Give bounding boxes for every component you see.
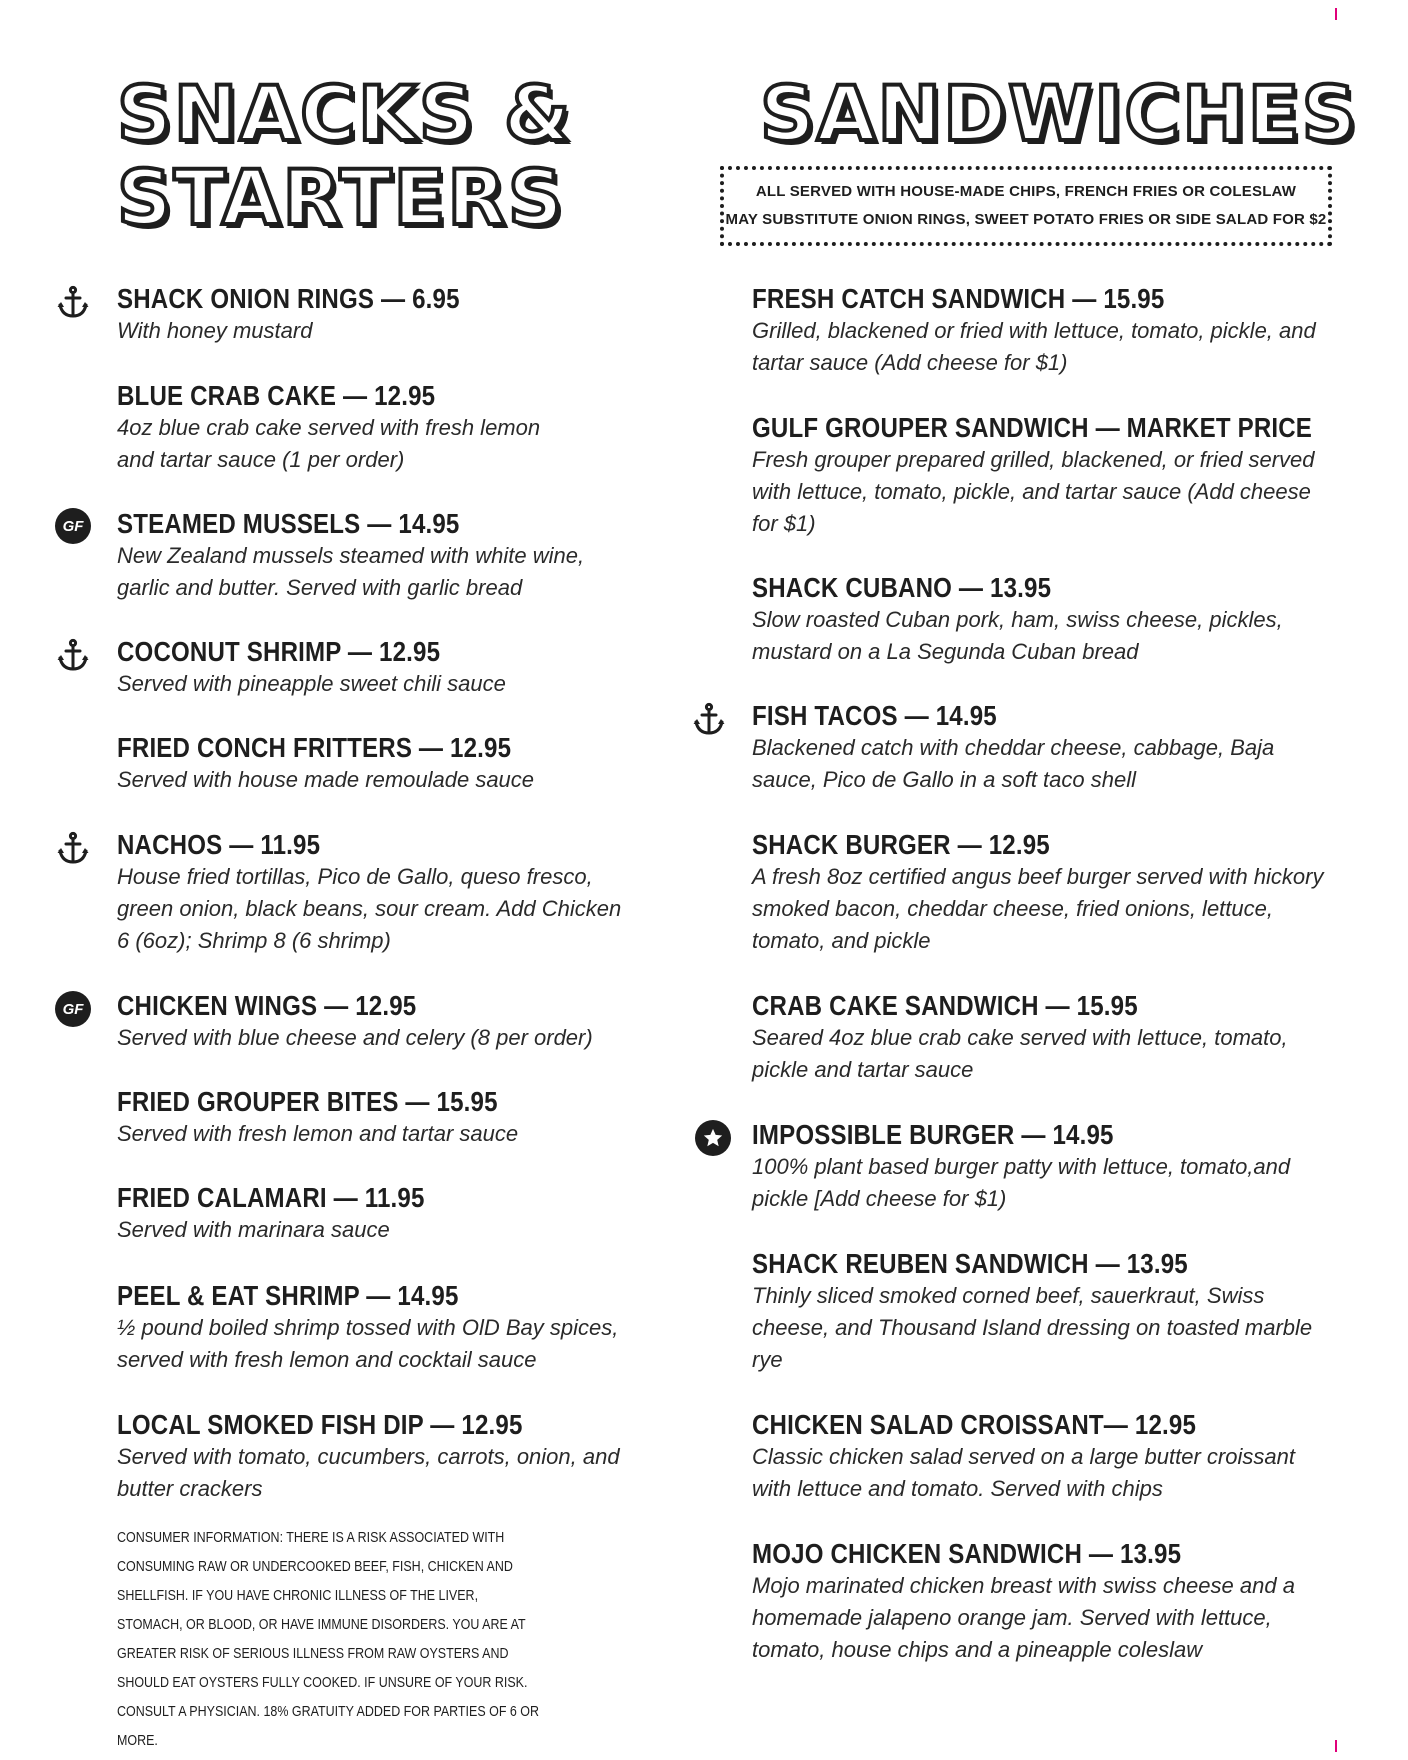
item-name: FISH TACOS — 14.95 <box>752 700 997 731</box>
item-name: CHICKEN WINGS — 12.95 <box>117 990 417 1021</box>
list-item <box>117 1183 637 1246</box>
item-name: BLUE CRAB CAKE — 12.95 <box>117 380 436 411</box>
list-item <box>117 991 637 1054</box>
item-description: Served with marinara sauce <box>117 1217 390 1242</box>
star-badge <box>695 1120 731 1156</box>
item-name: SHACK BURGER — 12.95 <box>752 829 1050 860</box>
list-item <box>752 701 1342 796</box>
item-description: With honey mustard <box>117 318 313 343</box>
sides-notice-box <box>720 166 1332 246</box>
list-item <box>117 1281 637 1376</box>
list-item <box>752 991 1342 1086</box>
list-item <box>117 830 637 957</box>
gluten-free-icon <box>55 991 91 1027</box>
list-item <box>752 1539 1342 1666</box>
item-description: ½ pound boiled shrimp tossed with OlD Bay spices, served with fresh lemon and cocktail sauce <box>117 1315 619 1372</box>
item-description: Classic chicken salad served on a large butter croissant with lettuce and tomato. Served with chips <box>752 1444 1295 1501</box>
sides-notice-line2: MAY SUBSTITUTE ONION RINGS, SWEET POTATO FRIES OR SIDE SALAD FOR $2 <box>725 211 1327 228</box>
crop-mark-top <box>1335 8 1337 20</box>
list-item <box>117 1410 637 1505</box>
gluten-free-badge-text: GF <box>55 508 91 544</box>
item-name: LOCAL SMOKED FISH DIP — 12.95 <box>117 1409 523 1440</box>
list-item <box>117 637 637 700</box>
item-name: PEEL & EAT SHRIMP — 14.95 <box>117 1280 459 1311</box>
item-description: Slow roasted Cuban pork, ham, swiss cheese, pickles, mustard on a La Segunda Cuban bread <box>752 607 1283 664</box>
list-item <box>752 284 1342 379</box>
item-name: CHICKEN SALAD CROISSANT— 12.95 <box>752 1409 1197 1440</box>
item-description: Grilled, blackened or fried with lettuce, tomato, pickle, and tartar sauce (Add cheese for $1) <box>752 318 1316 375</box>
item-description: Fresh grouper prepared grilled, blackened, or fried served with lettuce, tomato, pickle, and tartar sauce (Add cheese for $1) <box>752 447 1315 536</box>
item-name: FRESH CATCH SANDWICH — 15.95 <box>752 283 1165 314</box>
item-name: SHACK CUBANO — 13.95 <box>752 572 1052 603</box>
list-item <box>752 573 1342 668</box>
item-description: Served with blue cheese and celery (8 per order) <box>117 1025 593 1050</box>
item-description: A fresh 8oz certified angus beef burger served with hickory smoked bacon, cheddar cheese, fried onions, lettuce, tomato, and pickle <box>752 864 1324 953</box>
list-item <box>752 1410 1342 1505</box>
sides-notice-line1: ALL SERVED WITH HOUSE-MADE CHIPS, FRENCH FRIES OR COLESLAW <box>755 183 1297 200</box>
item-description: 4oz blue crab cake served with fresh lemon and tartar sauce (1 per order) <box>117 415 541 472</box>
list-item <box>117 381 637 476</box>
consumer-information: CONSUMER INFORMATION: THERE IS A RISK ASSOCIATED WITH CONSUMING RAW OR UNDERCOOKED BEEF, FISH, CHICKEN AND SHELLFISH. IF YOU HAVE CHRONIC ILLNESS OF THE LIVER, STOMACH, OR BLOOD, OR HAVE IMMUNE DISORDERS. YOU ARE AT GREATER RISK OF SERIOUS ILLNESS FROM RAW OYSTERS AND SHOULD EAT OYSTERS FULLY COOKED. IF UNSURE OF YOUR RISK. CONSULT A PHYSICIAN. 18% GRATUITY ADDED FOR PARTIES OF 6 OR MORE. <box>117 1530 540 1749</box>
crop-mark-bottom <box>1335 1740 1337 1752</box>
item-name: IMPOSSIBLE BURGER — 14.95 <box>752 1119 1114 1150</box>
gluten-free-icon <box>55 508 91 544</box>
item-name: STEAMED MUSSELS — 14.95 <box>117 508 460 539</box>
snacks-title <box>117 69 573 242</box>
list-item <box>117 284 637 347</box>
item-description: House fried tortillas, Pico de Gallo, queso fresco, green onion, black beans, sour cream. Add Chicken 6 (6oz); Shrimp 8 (6 shrimp) <box>117 864 622 953</box>
list-item <box>117 1087 637 1150</box>
item-description: 100% plant based burger patty with lettuce, tomato,and pickle [Add cheese for $1) <box>752 1154 1291 1211</box>
snacks-title-line2: STARTERS <box>117 153 565 242</box>
list-item <box>752 413 1342 540</box>
item-description: Seared 4oz blue crab cake served with lettuce, tomato, pickle and tartar sauce <box>752 1025 1288 1082</box>
item-description: Mojo marinated chicken breast with swiss cheese and a homemade jalapeno orange jam. Served with lettuce, tomato, house chips and a pineapple coleslaw <box>752 1573 1295 1662</box>
item-name: FRIED CONCH FRITTERS — 12.95 <box>117 732 512 763</box>
item-description: New Zealand mussels steamed with white wine, garlic and butter. Served with garlic bread <box>117 543 585 600</box>
item-name: MOJO CHICKEN SANDWICH — 13.95 <box>752 1538 1182 1569</box>
item-description: Thinly sliced smoked corned beef, sauerkraut, Swiss cheese, and Thousand Island dressing on toasted marble rye <box>752 1283 1313 1372</box>
item-description: Served with tomato, cucumbers, carrots, onion, and butter crackers <box>117 1444 620 1501</box>
item-description: Blackened catch with cheddar cheese, cabbage, Baja sauce, Pico de Gallo in a soft taco shell <box>752 735 1275 792</box>
gluten-free-badge-text: GF <box>55 991 91 1027</box>
item-name: SHACK ONION RINGS — 6.95 <box>117 283 460 314</box>
list-item <box>117 509 637 604</box>
list-item <box>752 830 1342 957</box>
item-name: GULF GROUPER SANDWICH — MARKET PRICE <box>752 412 1313 443</box>
item-name: FRIED CALAMARI — 11.95 <box>117 1182 425 1213</box>
anchor-icon <box>55 830 91 866</box>
item-name: FRIED GROUPER BITES — 15.95 <box>117 1086 498 1117</box>
item-description: Served with pineapple sweet chili sauce <box>117 671 506 696</box>
item-description: Served with house made remoulade sauce <box>117 767 535 792</box>
list-item <box>752 1120 1342 1215</box>
snacks-title-line1: SNACKS & <box>117 69 573 158</box>
anchor-icon <box>55 284 91 320</box>
item-description: Served with fresh lemon and tartar sauce <box>117 1121 519 1146</box>
sandwiches-title: SANDWICHES <box>760 69 1359 158</box>
anchor-icon <box>55 637 91 673</box>
star-icon <box>695 1120 731 1156</box>
list-item <box>117 733 637 796</box>
item-name: COCONUT SHRIMP — 12.95 <box>117 636 441 667</box>
item-name: CRAB CAKE SANDWICH — 15.95 <box>752 990 1138 1021</box>
list-item <box>752 1249 1342 1376</box>
anchor-icon <box>691 701 727 737</box>
item-name: SHACK REUBEN SANDWICH — 13.95 <box>752 1248 1188 1279</box>
item-name: NACHOS — 11.95 <box>117 829 321 860</box>
